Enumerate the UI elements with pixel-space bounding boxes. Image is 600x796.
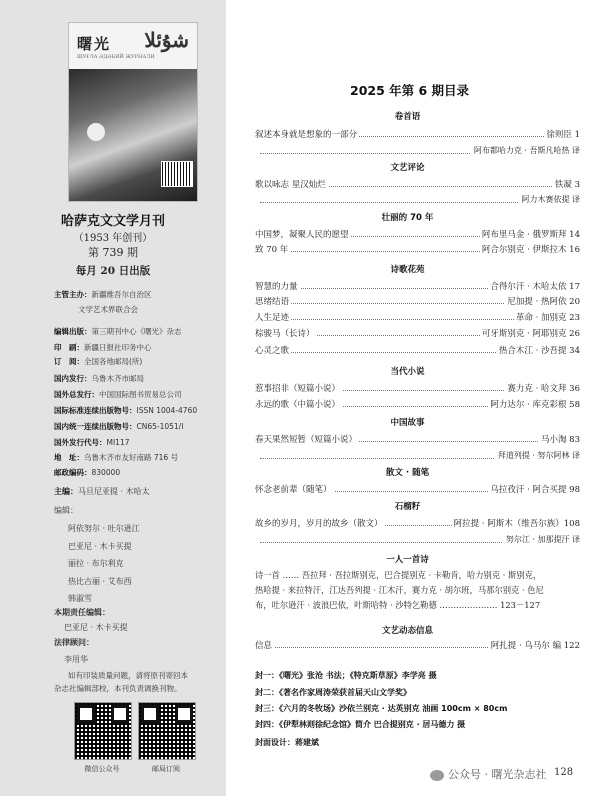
- toc-entry[interactable]: [255, 327, 580, 339]
- poem-authors: 布，吐尔逊汗 · 波浪巴依，叶斯哈特 · 沙特乞勒德: [255, 600, 437, 610]
- toc-entry[interactable]: [255, 280, 580, 292]
- entry-title: 思绪结语: [255, 297, 290, 307]
- meta-line: 印 刷：新疆日报社印务中心: [54, 343, 152, 352]
- editor-name: 热比古丽 · 艾布西: [68, 576, 132, 586]
- toc-entry[interactable]: [255, 398, 580, 410]
- cover-masthead: [69, 23, 197, 69]
- entry-author: 阿布里马金 · 俄罗斯拜 14: [481, 230, 580, 240]
- editor-name: 丽拉 · 布尔利克: [68, 559, 124, 568]
- toc-entry[interactable]: [255, 382, 580, 394]
- wechat-qr-icon[interactable]: [74, 702, 132, 760]
- watermark: 公众号 · 曙光杂志社: [430, 766, 547, 782]
- translator: 拜道列提 · 努尔阿林 译: [495, 450, 580, 461]
- translator: 努尔江 · 加那提汗 译: [503, 534, 580, 545]
- entry-author: 徐则臣 1: [546, 130, 580, 140]
- toc-entry[interactable]: [255, 483, 580, 495]
- entry-author: 可牙斯别克 · 阿耶别克 26: [481, 329, 580, 339]
- section-heading: 中国故事: [390, 418, 425, 428]
- entry-author: 马小淘 83: [540, 435, 580, 445]
- entry-title: 致 70 年: [255, 245, 289, 255]
- toc-entry[interactable]: [255, 311, 580, 323]
- entry-title: 心灵之歌: [255, 346, 290, 356]
- entry-title: 怀念老前辈（随笔）: [255, 485, 332, 495]
- poem-authors: 热哈提 · 来拉特汗，江达吾列提 · 江木汗，赛力克 · 胡尔班，马那尔别克 · 色尼: [255, 585, 544, 595]
- entry-title: 棕骏马（长诗）: [255, 329, 315, 339]
- meta-line: 国外总发行：中国国际图书贸易总公司: [54, 390, 182, 399]
- resp-editor: 巴亚尼 · 木卡买提: [64, 623, 128, 632]
- cover-subtitle: ШУҒЛА ӘДӘБИЙ ЖУРНАЛИ: [77, 54, 155, 60]
- section-heading: 一人一首诗: [386, 555, 429, 565]
- notice-line-1: 如有印装质量问题，请将原刊寄回本: [68, 671, 188, 680]
- toc-entry[interactable]: [255, 128, 580, 140]
- qr2-label: 邮局订阅: [152, 765, 180, 773]
- notice-line-2: 杂志社编辑部校，本刊负责调换刊物。: [54, 684, 182, 693]
- entry-title: 信息: [255, 641, 273, 651]
- toc-entry[interactable]: [255, 639, 580, 651]
- section-heading: 石榴籽: [394, 502, 421, 512]
- entry-title: 故乡的岁月，岁月的故乡（散文）: [255, 519, 383, 529]
- section-heading: 卷首语: [394, 112, 421, 122]
- legal-advisor: 李用华: [64, 655, 88, 664]
- toc-entry[interactable]: [255, 228, 580, 240]
- editor-name: 巴亚尼 · 木卡买提: [68, 541, 132, 551]
- cover-credit-line: 封一：《曙光》张沧 书法；《特克斯草原》李学亮 摄: [255, 671, 437, 680]
- barcode-icon: [161, 161, 193, 187]
- cover-credit-line: 封面设计：蒋建斌: [255, 738, 319, 747]
- entry-title: 中国梦，凝聚人民的愿望: [255, 230, 349, 240]
- entry-author: 赛力克 · 哈文拜 36: [507, 384, 580, 394]
- cover-moon: [87, 123, 105, 141]
- entry-title: 惹事招非（短篇小说）: [255, 384, 341, 394]
- section-heading: 壮丽的 70 年: [381, 213, 434, 223]
- entry-title: 永远的歌（中篇小说）: [255, 400, 341, 410]
- entry-title: 智慧的力量: [255, 282, 298, 292]
- entry-author: 阿拉提 · 阿斯木（维吾尔族）108: [453, 519, 580, 529]
- toc-entry[interactable]: [255, 433, 580, 445]
- entry-title: 叙述本身就是想象的一部分: [255, 130, 358, 140]
- entry-author: 阿合尔别克 · 伊斯拉木 16: [481, 245, 580, 255]
- section-heading: 当代小说: [390, 367, 425, 377]
- resp-editor-label: 本期责任编辑：: [54, 608, 110, 617]
- entry-title: 人生足迹: [255, 313, 290, 323]
- entry-author: 乌拉孜汗 · 阿合买提 98: [490, 485, 580, 495]
- meta-line: 邮政编码：830000: [54, 468, 121, 477]
- publish-schedule: 每月 20 日出版: [75, 265, 151, 277]
- meta-line: 地 址：乌鲁木齐市友好南路 716 号: [54, 453, 179, 462]
- left-panel: [0, 0, 226, 796]
- cover-title-zh: 曙光: [77, 35, 112, 53]
- cover-credit-line: 封四：《伊犁林则徐纪念馆》简介 巴合提别克 · 居马德力 摄: [255, 720, 466, 729]
- section-heading: 诗歌花苑: [390, 265, 425, 275]
- section-heading: 文艺动态信息: [381, 626, 433, 636]
- cover-title-ug: شۇئلا: [144, 28, 189, 52]
- meta-line: 文学艺术界联合会: [78, 305, 138, 314]
- toc-title: 2025 年第 6 期目录: [350, 83, 470, 98]
- wechat-icon: [430, 770, 444, 781]
- toc-entry[interactable]: [255, 344, 580, 356]
- editor-name: 韩淑雪: [68, 594, 92, 603]
- toc-entry[interactable]: [255, 517, 580, 529]
- qr1-label: 微信公众号: [84, 765, 120, 773]
- toc-entry[interactable]: [255, 295, 580, 307]
- cover-credit-line: 封二：《著名作家周涛荣获首届天山文学奖》: [255, 688, 411, 697]
- magazine-name: 哈萨克文文学月刊: [60, 214, 165, 229]
- toc-entry[interactable]: [255, 243, 580, 255]
- entry-author: 阿扎提 · 乌马尔 编 122: [490, 641, 580, 651]
- meta-line: 国内发行：乌鲁木齐市邮局: [54, 374, 144, 383]
- meta-line: 国外发行代号：MI117: [54, 438, 130, 447]
- entry-author: 尼加提 · 热阿依 20: [507, 297, 580, 307]
- meta-line: 国际标准连续出版物号：ISSN 1004-4760: [54, 406, 198, 415]
- issue-number: 第 739 期: [88, 246, 138, 259]
- translator: 阿力木赛依提 译: [518, 194, 580, 205]
- poem-pages: 123－127: [500, 600, 541, 610]
- cover-credit-line: 封三：《六月的冬牧场》沙依兰别克 · 达英别克 油画 100cm × 80cm: [255, 704, 508, 713]
- page-number: 128: [554, 767, 574, 778]
- editor-name: 阿依努尔 · 吐尔逊江: [68, 524, 140, 533]
- poem-title: 诗一首: [255, 570, 280, 580]
- entry-author: 合得尔汗 · 木哈太依 17: [490, 282, 580, 292]
- section-heading: 文艺评论: [390, 163, 425, 173]
- translator: 阿布都哈力克 · 吾斯凡哈热 译: [471, 145, 580, 156]
- entry-title: 春天果然短暂（短篇小说）: [255, 435, 358, 445]
- section-heading: 散文 · 随笔: [385, 468, 430, 478]
- legal-label: 法律顾问：: [54, 638, 94, 647]
- entry-title: 歌以咏志 星汉灿烂: [255, 180, 326, 190]
- chief-editor: 主编：马旦尼亚提 · 木哈太: [54, 487, 150, 496]
- editors-label: 编辑：: [54, 506, 78, 515]
- meta-line: 国内统一连续出版物号：CN65-1051/I: [54, 422, 184, 431]
- founded-year: （1953 年创刊）: [73, 233, 153, 244]
- cover-image: [68, 22, 198, 202]
- meta-line: 订 阅：全国各地邮局(所): [54, 357, 143, 366]
- poem-block: 诗一首 …… 吾拉拜 · 吾拉斯别克，巴合提别克 · 卡勒肯，哈力别克 · 斯别克， 热哈提 · 来拉特汗，江达吾列提 · 江木汗，赛力克 · 胡尔班，马那尔别克 · 色尼 布，吐尔逊汗 · 波浪巴依，叶斯哈特 · 沙特乞勒德 ………………… 123－127: [255, 570, 544, 610]
- meta-line: 编辑出版：第三期刊中心《曙光》杂志: [54, 327, 182, 336]
- post-qr-icon[interactable]: [138, 702, 196, 760]
- meta-line: 主管主办：新疆维吾尔自治区: [54, 290, 152, 299]
- entry-author: 铁凝 3: [554, 180, 580, 190]
- entry-author: 阿力达尔 · 库克彩根 58: [490, 400, 580, 410]
- entry-author: 革命 · 加别克 23: [515, 313, 580, 323]
- poem-authors: 吾拉拜 · 吾拉斯别克，巴合提别克 · 卡勒肯，哈力别克 · 斯别克，: [301, 570, 542, 580]
- toc-entry[interactable]: [255, 178, 580, 190]
- entry-author: 热合木江 · 沙吾提 34: [498, 346, 580, 356]
